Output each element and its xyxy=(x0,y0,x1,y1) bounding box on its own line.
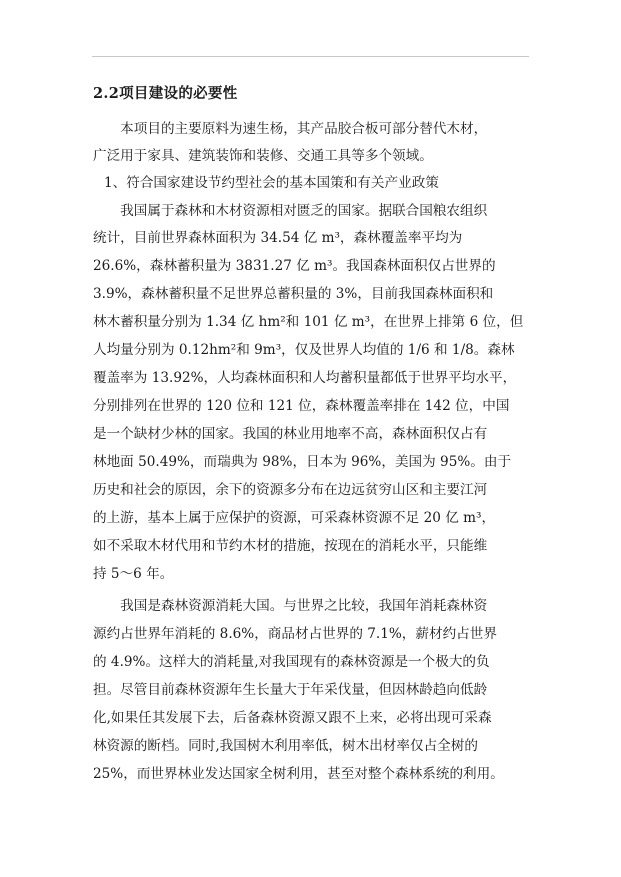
paragraph-line: 的上游，基本上属于应保护的资源，可采森林资源不足 20 亿 m³， xyxy=(93,510,496,526)
paragraph-line: 林地面 50.49%，而瑞典为 98%，日本为 96%，美国为 95%。由于 xyxy=(93,454,512,470)
paragraph-line: 林资源的断档。同时,我国树木利用率低，树木出材率仅占全树的 xyxy=(93,738,478,754)
paragraph-line: 林木蓄积量分别为 1.34 亿 hm²和 101 亿 m³，在世界上排第 6 位，但 xyxy=(93,314,524,330)
section-title: 2.2项目建设的必要性 xyxy=(93,85,238,102)
paragraph-line: 如不采取木材代用和节约木材的措施，按现在的消耗水平，只能维 xyxy=(93,538,488,554)
paragraph-line: 统计，目前世界森林面积为 34.54 亿 m³，森林覆盖率平均为 xyxy=(93,230,463,246)
paragraph-line: 我国是森林资源消耗大国。与世界之比较，我国年消耗森林资 xyxy=(93,598,488,614)
paragraph-line: 人均量分别为 0.12hm²和 9m³，仅及世界人均值的 1/6 和 1/8。森林 xyxy=(93,342,515,358)
paragraph-line: 覆盖率为 13.92%，人均森林面积和人均蓄积量都低于世界平均水平， xyxy=(93,370,517,386)
paragraph-line: 分别排列在世界的 120 位和 121 位，森林覆盖率排在 142 位，中国 xyxy=(93,398,510,414)
paragraph-line: 本项目的主要原料为速生杨，其产品胶合板可部分替代木材， xyxy=(93,121,488,137)
paragraph-line: 25%，而世界林业发达国家全树利用，甚至对整个森林系统的利用。 xyxy=(93,766,504,782)
header-rule xyxy=(92,56,529,57)
paragraph-line: 26.6%，森林蓄积量为 3831.27 亿 m³。我国森林面积仅占世界的 xyxy=(93,258,496,274)
paragraph-line: 持 5～6 年。 xyxy=(93,566,174,582)
paragraph-line: 化,如果任其发展下去，后备森林资源又跟不上来，必将出现可采森 xyxy=(93,710,492,726)
paragraph-line: 历史和社会的原因，余下的资源多分布在边远贫穷山区和主要江河 xyxy=(93,482,488,498)
paragraph-line: 3.9%，森林蓄积量不足世界总蓄积量的 3%，目前我国森林面积和 xyxy=(93,286,494,302)
subsection-heading: 1、符合国家建设节约型社会的基本国策和有关产业政策 xyxy=(104,175,439,191)
paragraph-line: 我国属于森林和木材资源相对匮乏的国家。据联合国粮农组织 xyxy=(93,203,488,219)
paragraph-line: 广泛用于家具、建筑装饰和装修、交通工具等多个领域。 xyxy=(93,148,433,164)
paragraph-line: 的 4.9%。这样大的消耗量,对我国现有的森林资源是一个极大的负 xyxy=(93,654,490,670)
paragraph-line: 担。尽管目前森林资源年生长量大于年采伐量，但因林龄趋向低龄 xyxy=(93,682,488,698)
paragraph-line: 源约占世界年消耗的 8.6%，商品材占世界的 7.1%，薪材约占世界 xyxy=(93,626,497,642)
paragraph-line: 是一个缺材少林的国家。我国的林业用地率不高，森林面积仅占有 xyxy=(93,426,488,442)
